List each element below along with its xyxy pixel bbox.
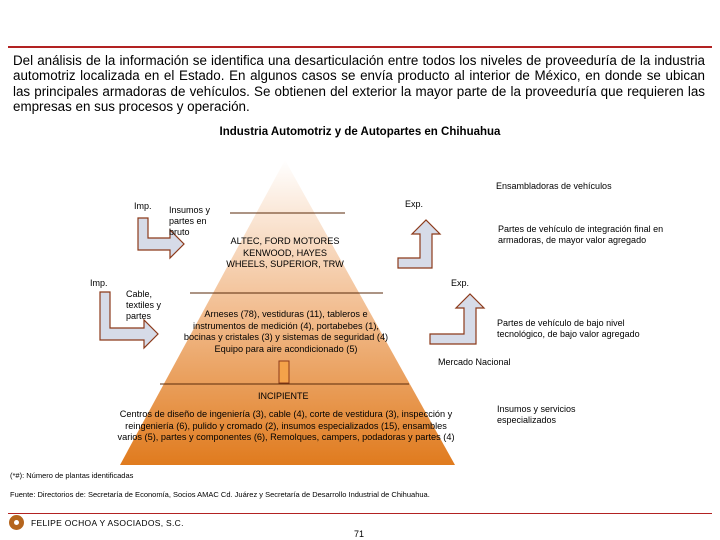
tier3-description: Insumos y servicios especializados [497, 404, 576, 425]
tier1-description: Partes de vehículo de integración final en armadoras, de mayor valor agregado [498, 224, 664, 245]
source-note: Fuente: Directorios de: Secretaría de Economía, Socios AMAC Cd. Juárez y Secretaría de Desarrollo Industrial de Chihuahua. [10, 490, 430, 499]
incipiente-label: INCIPIENTE [258, 391, 309, 401]
connector-arrow-icon [279, 361, 289, 383]
mercado-label: Mercado Nacional [438, 357, 511, 367]
footer-rule [8, 513, 712, 514]
diagram-title: Industria Automotriz y de Autopartes en Chihuahua [219, 126, 501, 138]
export-arrow-1-icon [398, 220, 440, 268]
tier2-text: Arneses (78), vestiduras (11), tableros e instrumentos de medición (4), portabebes (1), bocinas y cristales (3) y sistemas de seguridad (4) Equipo para aire acondicionado (5) [183, 309, 389, 354]
page-number: 71 [354, 529, 365, 539]
export-label-2: Exp. [451, 278, 470, 288]
company-name: FELIPE OCHOA Y ASOCIADOS, S.C. [31, 518, 184, 528]
company-logo-icon [9, 515, 24, 530]
top-level-label: Ensambladoras de vehículos [496, 181, 612, 191]
export-label-1: Exp. [405, 199, 424, 209]
tier1-companies: ALTEC, FORD MOTORES KENWOOD, HAYES WHEELS, SUPERIOR, TRW [226, 236, 344, 269]
tier3-text: Centros de diseño de ingeniería (3), cable (4), corte de vestidura (3), inspección y reingeniería (6), pulido y cromado (2), insumos especializados (15), ensambles varios (5), partes y componentes (6), Remolques, campers, podadoras y partes (4) [117, 409, 455, 442]
import-text-1: Insumos y partes en bruto [169, 205, 211, 237]
tier2-description: Partes de vehículo de bajo nivel tecnológico, de bajo valor agregado [497, 318, 640, 339]
plant-count-note: (*#): Número de plantas identificadas [10, 471, 134, 480]
import-text-2: Cable, textiles y partes [126, 289, 162, 321]
export-arrow-2-icon [430, 294, 484, 344]
import-label-2: Imp. [90, 278, 108, 288]
import-label-1: Imp. [134, 201, 152, 211]
intro-paragraph: Del análisis de la información se identifica una desarticulación entre todos los niveles de proveeduría de la industria automotriz localizada en el Estado. En algunos casos se envía producto al interior de México, en donde se ubican las principales armadoras de vehículos. Se obtienen del exterior la mayor parte de la proveeduría que requieren las empresas en sus procesos y operación. [13, 53, 705, 114]
